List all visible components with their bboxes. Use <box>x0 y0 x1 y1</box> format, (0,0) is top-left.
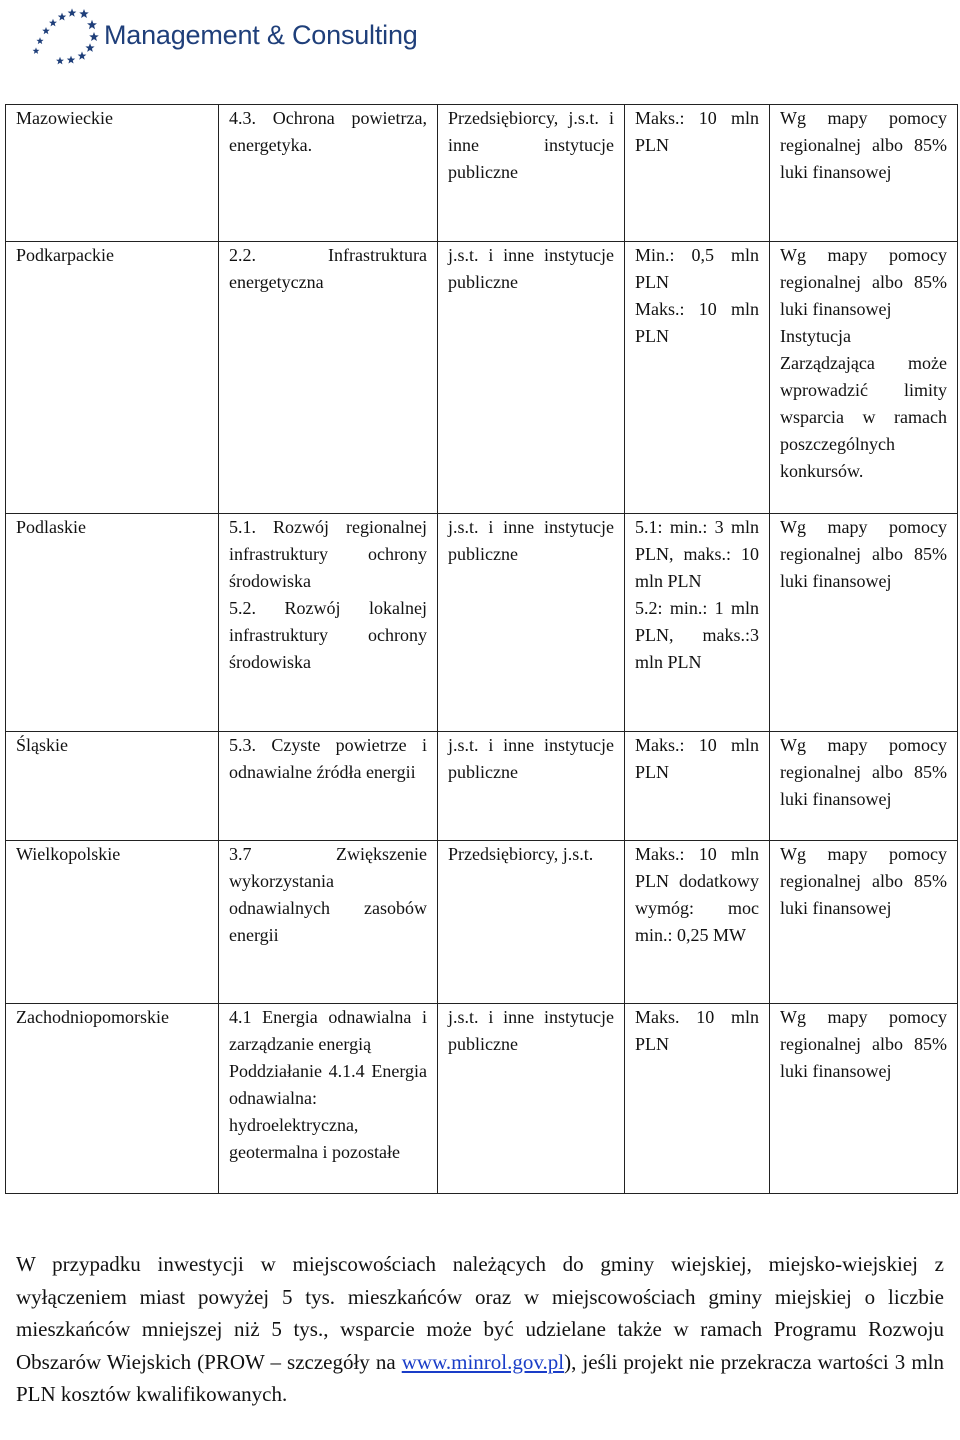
amount-cell <box>625 1004 770 1194</box>
measure-cell <box>219 732 438 841</box>
measure-cell <box>219 514 438 732</box>
footer-paragraph <box>16 1248 944 1411</box>
amount-text: Maks.: 10 mln PLN <box>635 735 759 782</box>
eu-stars-logo-icon <box>22 4 102 68</box>
amount-text: Min.: 0,5 mln PLN <box>635 245 759 292</box>
measure-cell <box>219 242 438 514</box>
aid-note: Instytucja Zarządzająca może wprowadzić limity wsparcia w ramach poszczególnych konkursów. <box>780 326 947 481</box>
star-icon <box>56 57 64 65</box>
star-icon <box>33 47 40 54</box>
aid-text: Wg mapy pomocy regionalnej albo 85% luki finansowej <box>780 245 947 319</box>
region-cell: Wielkopolskie <box>6 841 219 1004</box>
measure-cell <box>219 841 438 1004</box>
amount-text: Maks.: 10 mln PLN <box>635 108 759 155</box>
measure-text: 4.1 Energia odnawialna i zarządzanie energią <box>229 1007 427 1054</box>
beneficiaries-cell: Przedsiębiorcy, j.s.t. <box>438 841 625 1004</box>
aid-cell <box>770 105 958 242</box>
region-cell: Zachodniopomorskie <box>6 1004 219 1194</box>
table-row <box>6 732 958 841</box>
measure-text: 4.3. Ochrona powietrza, energetyka. <box>229 108 427 155</box>
star-icon <box>89 32 99 41</box>
amount-cell <box>625 841 770 1004</box>
aid-cell <box>770 242 958 514</box>
aid-cell <box>770 841 958 1004</box>
footer-text: W przypadku inwestycji w miejscowościach należących do gminy wiejskiej, miejsko-wiejskiej z wyłączeniem miast powyżej 5 tys. mieszkańców oraz w miejscowościach gminy miejskiej o liczbie mieszkańców mniejszej niż 5 tys., wsparcie może być udzielane także w ramach Programu Rozwoju Obszarów Wiejskich (PROW – szczegóły na <box>16 1252 944 1374</box>
measure-cell <box>219 105 438 242</box>
amount-cell <box>625 732 770 841</box>
amount-text: Maks.: 10 mln PLN dodatkowy wymóg: moc min.: 0,25 MW <box>635 844 759 945</box>
table-row <box>6 105 958 242</box>
aid-cell <box>770 732 958 841</box>
amount-text: 5.2: min.: 1 mln PLN, maks.:3 mln PLN <box>635 598 759 672</box>
aid-cell <box>770 514 958 732</box>
measure-text: 3.7 Zwiększenie wykorzystania odnawialnych zasobów energii <box>229 844 427 945</box>
star-icon <box>67 56 75 64</box>
amount-cell <box>625 514 770 732</box>
aid-text: Wg mapy pomocy regionalnej albo 85% luki finansowej <box>780 517 947 591</box>
brand-name: Management & Consulting <box>104 20 418 50</box>
measure-text: 2.2. Infrastruktura energetyczna <box>229 245 427 292</box>
aid-text: Wg mapy pomocy regionalnej albo 85% luki finansowej <box>780 735 947 809</box>
table-row <box>6 242 958 514</box>
amount-text: Maks.: 10 mln PLN <box>635 299 759 346</box>
star-icon <box>49 19 57 27</box>
star-icon <box>87 20 97 29</box>
region-cell: Śląskie <box>6 732 219 841</box>
footer-text-end: ), jeśli projekt nie przekracza wartości 3 mln PLN kosztów kwalifikowanych. <box>16 1349 945 1406</box>
amount-cell <box>625 242 770 514</box>
star-icon <box>78 51 87 59</box>
star-icon <box>42 27 50 34</box>
regions-table <box>5 104 958 1194</box>
amount-text: Maks. 10 mln PLN <box>635 1007 759 1054</box>
amount-text: 5.1: min.: 3 mln PLN, maks.: 10 mln PLN <box>635 517 759 591</box>
star-icon <box>36 37 43 44</box>
table-row <box>6 841 958 1004</box>
table-row <box>6 1004 958 1194</box>
star-icon <box>85 43 94 52</box>
minrol-link[interactable]: www.minrol.gov.pl <box>401 1349 565 1374</box>
measure-text: 5.1. Rozwój regionalnej infrastruktury ochrony środowiska <box>229 517 427 591</box>
aid-text: Wg mapy pomocy regionalnej albo 85% luki finansowej <box>780 1007 947 1081</box>
star-icon <box>79 9 89 18</box>
measure-text: Poddziałanie 4.1.4 Energia odnawialna: hydroelektryczna, geotermalna i pozostałe <box>229 1061 427 1162</box>
aid-text: Wg mapy pomocy regionalnej albo 85% luki finansowej <box>780 108 947 182</box>
beneficiaries-cell: j.s.t. i inne instytucje publiczne <box>438 514 625 732</box>
star-icon <box>58 13 66 21</box>
measure-text: 5.2. Rozwój lokalnej infrastruktury ochrony środowiska <box>229 598 427 672</box>
measure-text: 5.3. Czyste powietrze i odnawialne źródła energii <box>229 735 427 782</box>
region-cell: Mazowieckie <box>6 105 219 242</box>
region-cell: Podlaskie <box>6 514 219 732</box>
star-icon <box>68 8 77 16</box>
table-row <box>6 514 958 732</box>
beneficiaries-cell: j.s.t. i inne instytucje publiczne <box>438 242 625 514</box>
measure-cell <box>219 1004 438 1194</box>
aid-text: Wg mapy pomocy regionalnej albo 85% luki finansowej <box>780 844 947 918</box>
beneficiaries-cell: j.s.t. i inne instytucje publiczne <box>438 1004 625 1194</box>
aid-cell <box>770 1004 958 1194</box>
beneficiaries-cell: Przedsiębiorcy, j.s.t. i inne instytucje publiczne <box>438 105 625 242</box>
beneficiaries-cell: j.s.t. i inne instytucje publiczne <box>438 732 625 841</box>
amount-cell <box>625 105 770 242</box>
region-cell: Podkarpackie <box>6 242 219 514</box>
